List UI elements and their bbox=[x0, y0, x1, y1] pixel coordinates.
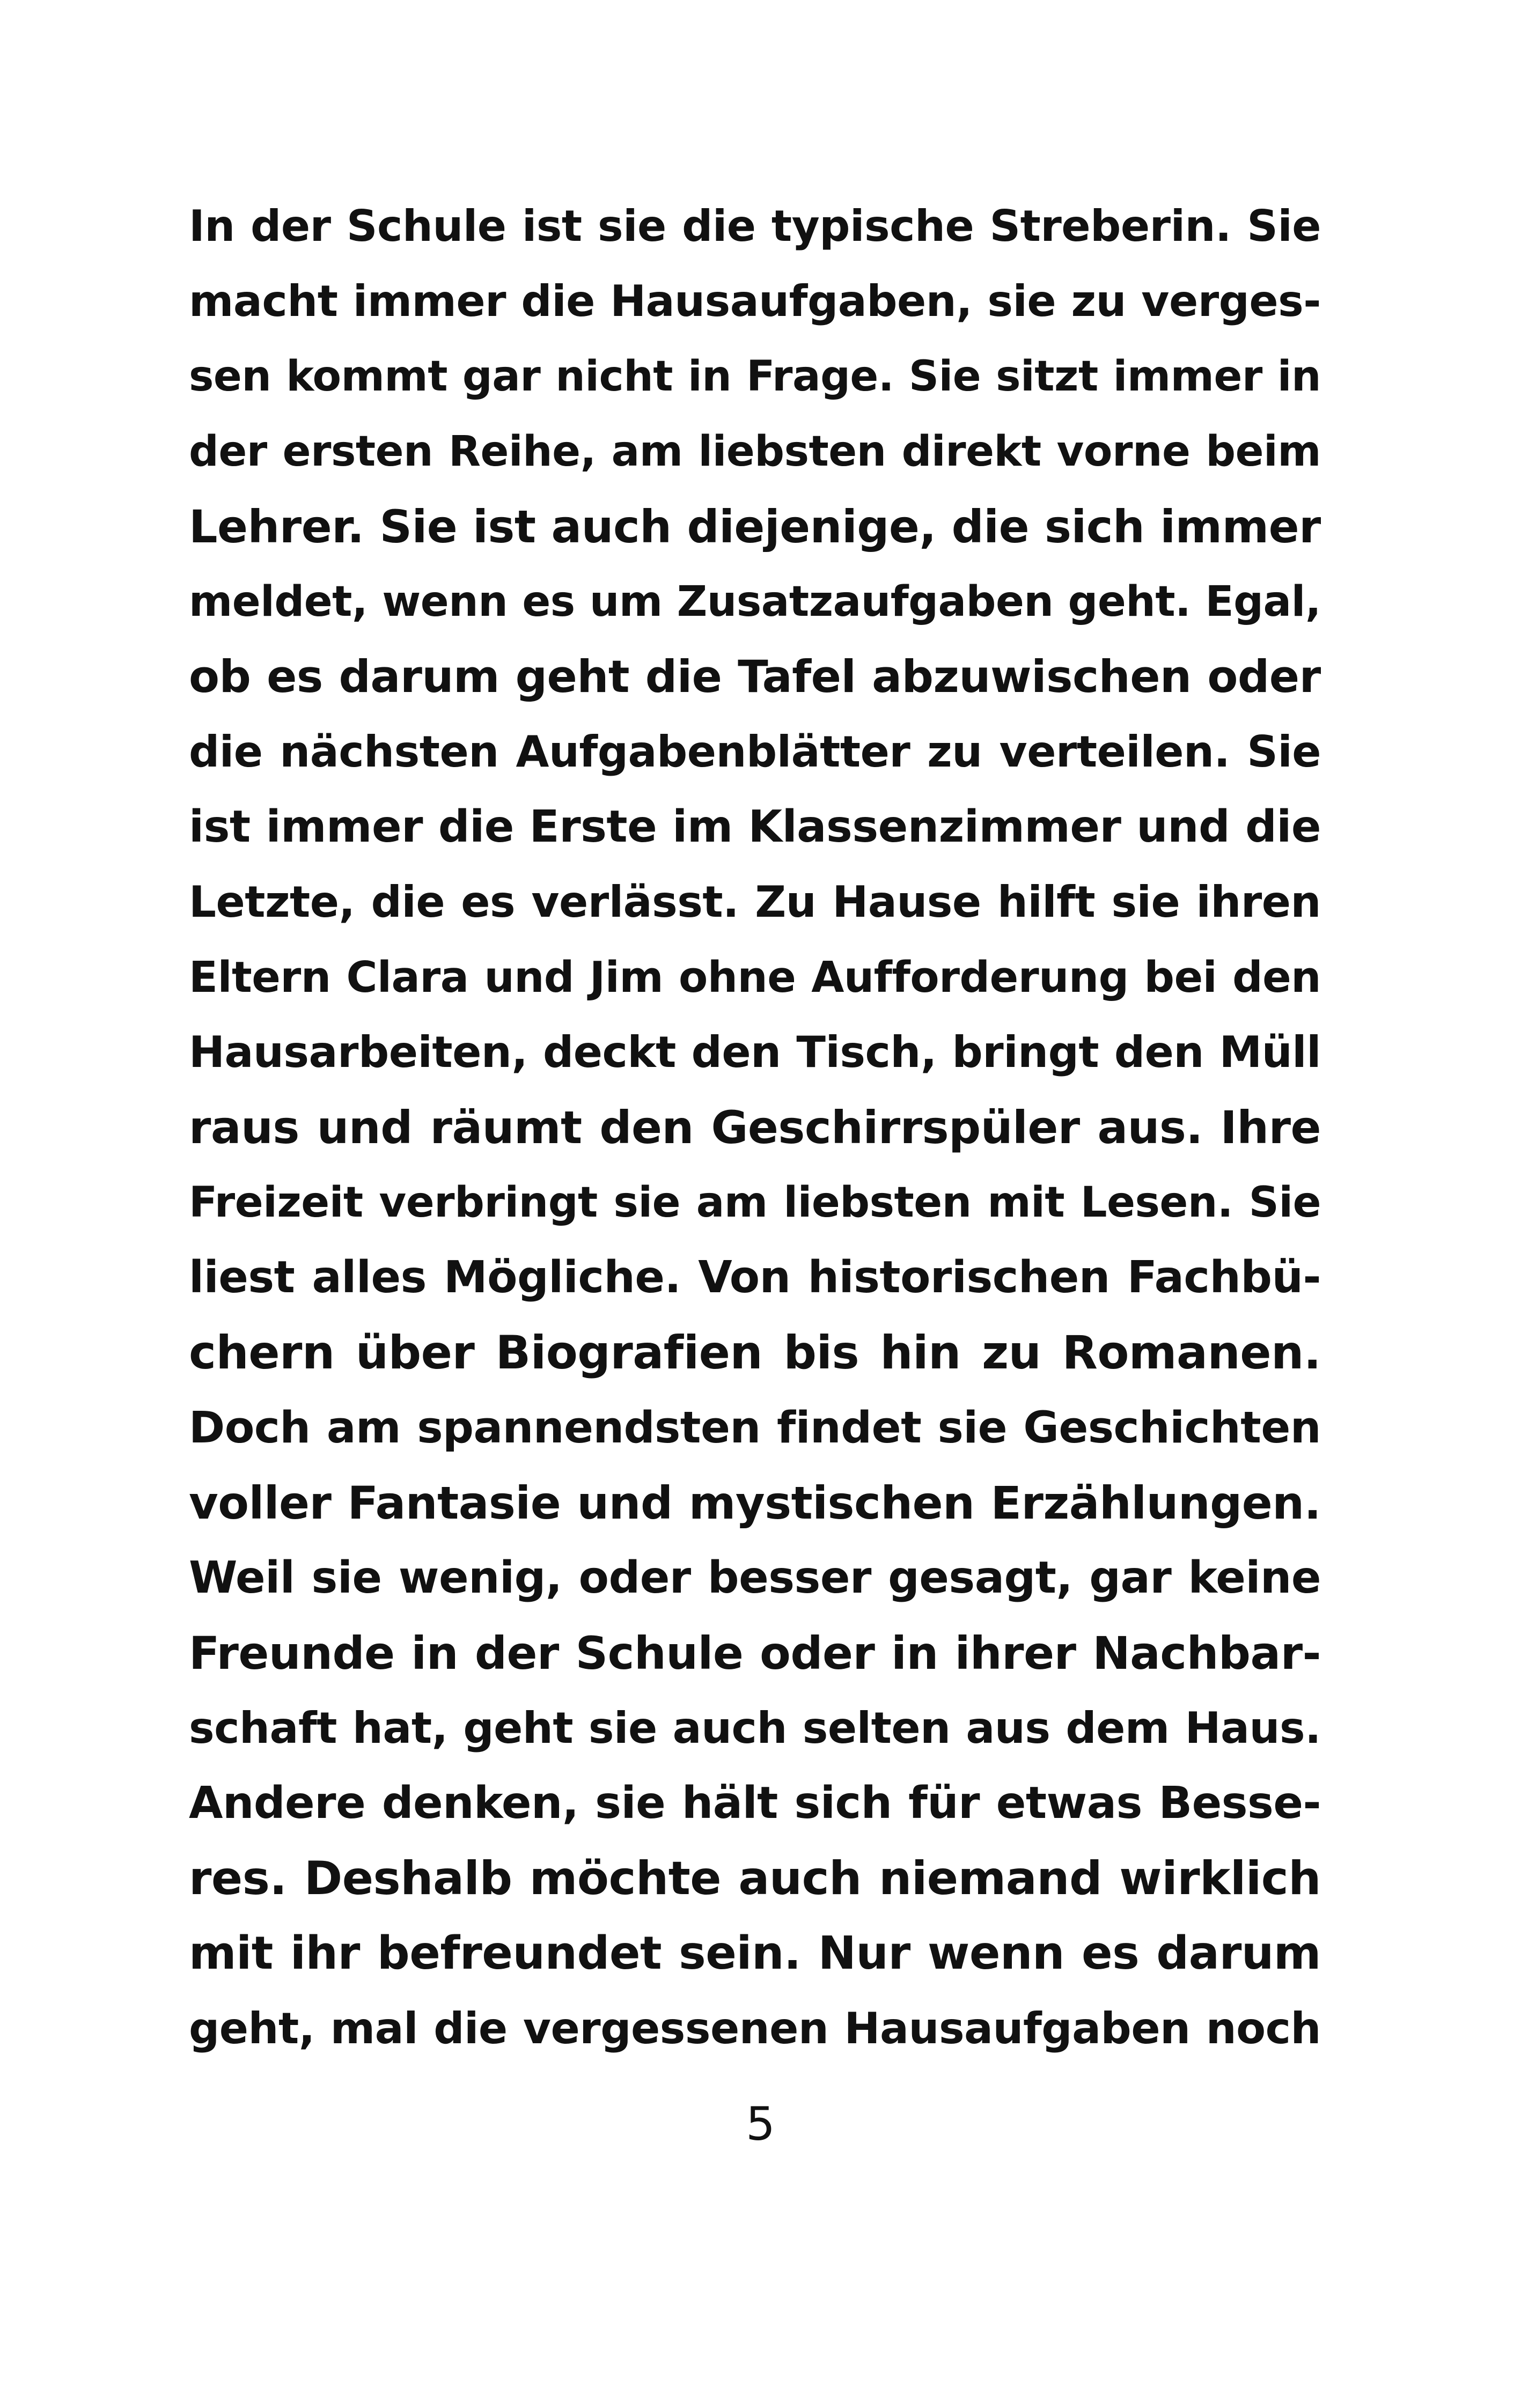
text-line-19: Weil sie wenig, oder besser gesagt, gar keine bbox=[189, 1552, 1321, 1603]
text-line-2: macht immer die Hausaufgaben, sie zu verges- bbox=[189, 276, 1321, 326]
text-line-22: Andere denken, sie hält sich für etwas Besse- bbox=[189, 1778, 1321, 1829]
text-line-5: Lehrer. Sie ist auch diejenige, die sich immer bbox=[189, 500, 1321, 553]
text-line-8: die nächsten Aufgabenblätter zu verteilen. Sie bbox=[189, 727, 1321, 777]
text-line-17: Doch am spannendsten findet sie Geschichten bbox=[189, 1403, 1321, 1453]
text-line-6: meldet, wenn es um Zusatzaufgaben geht. Egal, bbox=[189, 578, 1321, 626]
text-line-12: Hausarbeiten, deckt den Tisch, bringt den Müll bbox=[189, 1027, 1321, 1077]
text-line-14: Freizeit verbringt sie am liebsten mit Lesen. Sie bbox=[189, 1179, 1321, 1227]
text-line-9: ist immer die Erste im Klassenzimmer und die bbox=[189, 801, 1321, 852]
text-line-25: geht, mal die vergessenen Hausaufgaben noch bbox=[189, 2004, 1321, 2053]
text-line-21: schaft hat, geht sie auch selten aus dem Haus. bbox=[189, 1703, 1321, 1753]
text-line-18: voller Fantasie und mystischen Erzählungen. bbox=[189, 1477, 1321, 1529]
body-text bbox=[189, 189, 1321, 2066]
text-line-10: Letzte, die es verlässt. Zu Hause hilft sie ihren bbox=[189, 877, 1321, 927]
text-line-7: ob es darum geht die Tafel abzuwischen oder bbox=[189, 651, 1321, 703]
page-number: 5 bbox=[746, 2097, 775, 2151]
text-line-15: liest alles Mögliche. Von historischen Fachbü- bbox=[189, 1252, 1321, 1303]
text-line-13: raus und räumt den Geschirrspüler aus. Ihre bbox=[189, 1101, 1321, 1154]
text-line-23: res. Deshalb möchte auch niemand wirklich bbox=[189, 1852, 1321, 1905]
text-line-20: Freunde in der Schule oder in ihrer Nachbar- bbox=[189, 1627, 1321, 1680]
text-line-11: Eltern Clara und Jim ohne Aufforderung bei den bbox=[189, 953, 1321, 1002]
text-line-3: sen kommt gar nicht in Frage. Sie sitzt immer in bbox=[189, 352, 1321, 401]
text-line-24: mit ihr befreundet sein. Nur wenn es darum bbox=[189, 1927, 1321, 1980]
text-line-1: In der Schule ist sie die typische Streberin. Sie bbox=[189, 201, 1321, 251]
text-line-16: chern über Biografien bis hin zu Romanen. bbox=[189, 1326, 1321, 1380]
text-line-4: der ersten Reihe, am liebsten direkt vorne beim bbox=[189, 428, 1321, 476]
